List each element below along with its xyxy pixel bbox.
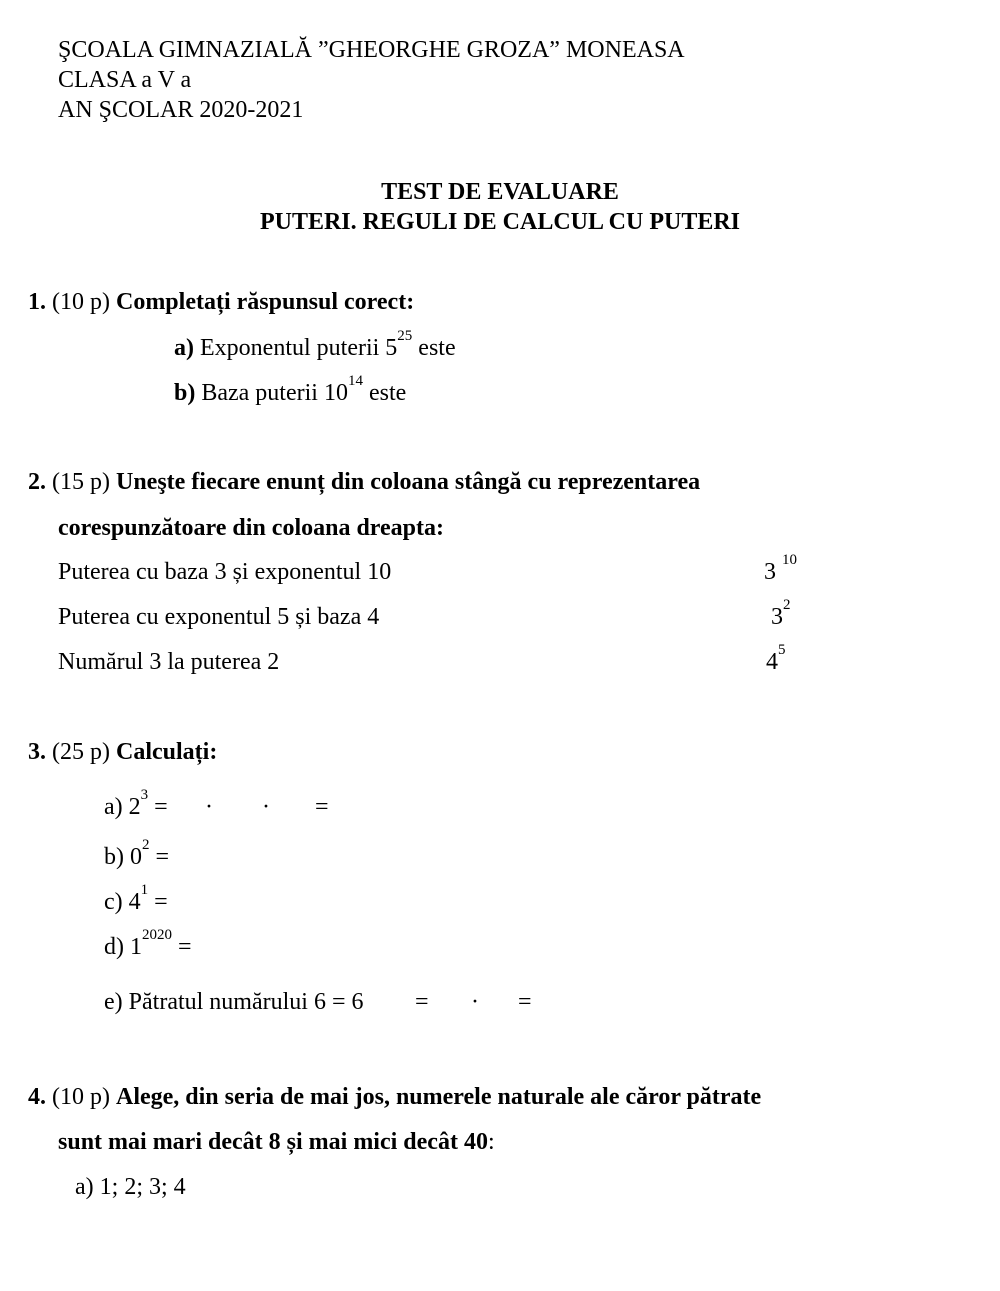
item-text: Exponentul puterii	[200, 335, 380, 361]
left-column-item-1: Puterea cu baza 3 și exponentul 10	[58, 559, 392, 585]
question-points: (10 p)	[52, 289, 110, 315]
question-number: 3.	[28, 739, 46, 765]
multiplication-dot: ·	[471, 989, 479, 1015]
question-3d	[104, 927, 192, 960]
power-base: 4	[766, 649, 778, 675]
test-title: TEST DE EVALUARE	[381, 179, 619, 205]
power-base: 5	[385, 335, 398, 361]
power-base: 3	[771, 604, 783, 630]
left-column-item-2: Puterea cu exponentul 5 și baza 4	[58, 604, 380, 630]
instruction-colon: :	[487, 1129, 495, 1155]
right-column-item-2	[771, 597, 791, 630]
question-3b	[104, 837, 170, 870]
item-tail: este	[368, 380, 407, 406]
power-exponent: 1	[140, 882, 149, 898]
item-label: b)	[174, 380, 196, 406]
power-exponent: 25	[397, 328, 413, 344]
item-text: Baza puterii	[201, 380, 318, 406]
class-label: CLASA a V a	[58, 67, 192, 93]
item-text: Pătratul numărului 6 = 6	[128, 989, 364, 1015]
equals-sign: =	[155, 844, 170, 870]
question-4a	[75, 1175, 186, 1199]
school-name: ŞCOALA GIMNAZIALĂ ”GHEORGHE GROZA” MONEASA	[58, 37, 685, 63]
question-points: (25 p)	[52, 739, 110, 765]
power-exponent: 3	[140, 787, 149, 803]
power-exponent: 14	[347, 373, 363, 389]
question-instruction: Alege, din seria de mai jos, numerele naturale ale căror pătrate	[115, 1084, 762, 1110]
power-exponent: 2	[783, 597, 791, 613]
question-2-heading	[28, 470, 700, 494]
item-label: b)	[104, 844, 124, 870]
instruction-text: sunt mai mari decât 8 și mai mici decât 40	[58, 1129, 488, 1155]
item-tail: este	[418, 335, 456, 361]
question-points: (10 p)	[52, 1084, 110, 1110]
question-3-heading	[28, 740, 217, 764]
power-exponent: 10	[782, 552, 797, 568]
power-base: 2	[128, 794, 141, 820]
power-exponent: 5	[778, 642, 786, 658]
power-base: 4	[128, 889, 141, 915]
right-column-item-3	[766, 642, 786, 675]
item-label: c)	[104, 889, 123, 915]
equals-sign: =	[415, 989, 429, 1015]
question-instruction: Uneşte fiecare enunț din coloana stângă cu reprezentarea	[115, 469, 701, 495]
item-label: a)	[174, 335, 194, 361]
question-number: 2.	[28, 469, 46, 495]
right-column-item-1	[764, 552, 797, 585]
multiplication-dot: ·	[262, 794, 270, 820]
power-exponent: 2020	[142, 927, 172, 943]
test-subtitle: PUTERI. REGULI DE CALCUL CU PUTERI	[259, 209, 741, 235]
question-1-heading	[28, 290, 414, 314]
question-1b	[174, 373, 407, 406]
question-points: (15 p)	[52, 469, 110, 495]
question-number: 4.	[28, 1084, 46, 1110]
equals-sign: =	[518, 989, 532, 1015]
question-3c	[104, 882, 168, 915]
power-base: 3	[764, 559, 776, 585]
question-3a	[104, 787, 168, 820]
left-column-item-3: Numărul 3 la puterea 2	[58, 649, 280, 675]
question-4-instruction-cont	[58, 1130, 495, 1154]
power-base: 10	[323, 380, 348, 406]
power-base: 1	[130, 934, 142, 960]
power-base: 0	[130, 844, 142, 870]
item-label: a)	[75, 1174, 94, 1200]
item-label: a)	[104, 794, 123, 820]
question-number: 1.	[28, 289, 46, 315]
equals-sign: =	[154, 794, 168, 820]
question-2-instruction-cont: corespunzătoare din coloana dreapta:	[58, 515, 445, 541]
item-label: e)	[104, 989, 123, 1015]
item-label: d)	[104, 934, 124, 960]
question-1a	[174, 328, 456, 361]
question-instruction: Calculați:	[115, 739, 218, 765]
multiplication-dot: ·	[205, 794, 213, 820]
school-year: AN ŞCOLAR 2020-2021	[58, 97, 304, 123]
question-4-heading	[28, 1085, 761, 1109]
question-instruction: Completați răspunsul corect:	[115, 289, 415, 315]
item-text: 1; 2; 3; 4	[99, 1174, 186, 1200]
equals-sign: =	[315, 794, 329, 820]
power-exponent: 2	[142, 837, 150, 853]
equals-sign: =	[178, 934, 192, 960]
question-3e	[104, 990, 364, 1014]
equals-sign: =	[154, 889, 168, 915]
